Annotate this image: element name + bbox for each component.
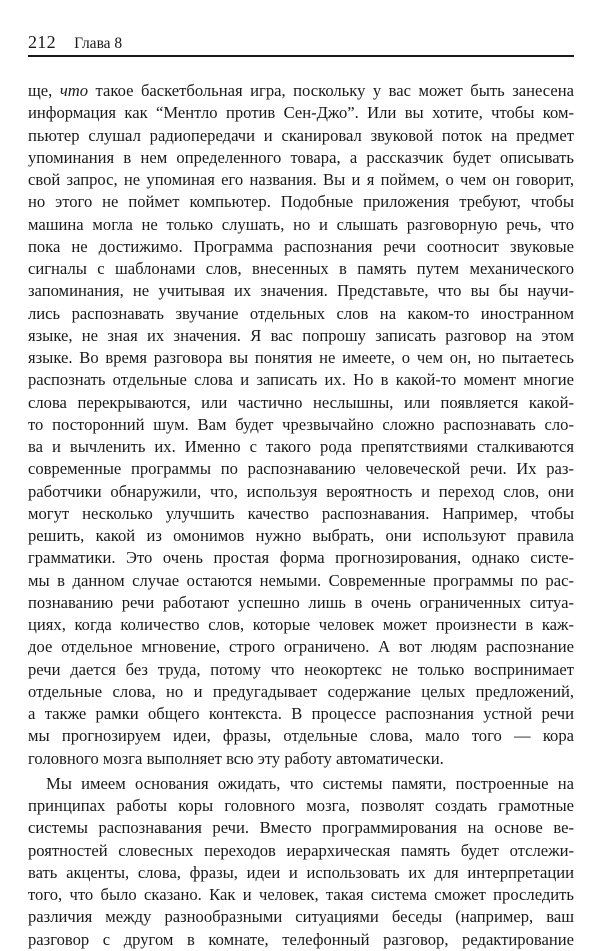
text-line: но этого не поймет компьютер. Подобные приложения требуют, чтобы bbox=[28, 192, 574, 212]
text-line: пьютер слушал радиопередачи и сканировал звуковой поток на предмет bbox=[28, 125, 574, 145]
text-line: запоминания, не учитывая их значения. Представьте, что вы бы научи- bbox=[28, 281, 574, 301]
text-line: решить, какой из омонимов нужно выбрать, они используют правила bbox=[28, 526, 574, 545]
text-line: того, что было сказано. Как и человек, такая система сможет проследить bbox=[28, 885, 574, 904]
text-line: лись распознавать звучание отдельных слов на каком-то иностранном bbox=[28, 303, 574, 323]
text-line: речи дается без труда, потому что неокортекс не только воспринимает bbox=[28, 659, 574, 679]
text-line: информация как “Ментло против Сен-Джо”. Или вы хотите, чтобы ком- bbox=[28, 103, 574, 123]
text-line: свой запрос, не упоминая его названия. Вы и я поймем, о чем он говорит, bbox=[28, 170, 574, 189]
text-line: Мы имеем основания ожидать, что системы памяти, построенные на bbox=[46, 773, 574, 793]
emphasis-word: что bbox=[59, 81, 89, 100]
text-line: головного мозга выполняет всю эту работу автоматически. bbox=[28, 748, 444, 768]
running-header bbox=[28, 31, 574, 57]
text-line: слова перекрываются, или частично неслышны, или появляется какой- bbox=[28, 392, 574, 412]
text-line: ва и вычленить их. Именно с такого рода препятствиями сталкиваются bbox=[28, 437, 574, 456]
text-line: роятностей словесных переходов иерархическая память будет отслежи- bbox=[28, 840, 574, 860]
text-line: циях, когда количество слов, которые человек может произнести в каж- bbox=[28, 615, 574, 634]
text-line: могут несколько улучшить качество распознавания. Например, чтобы bbox=[28, 503, 574, 523]
text-line: мы в данном случае остаются немыми. Современные программы по рас- bbox=[28, 570, 574, 590]
page-number: 212 bbox=[28, 32, 56, 52]
text-line: ще, что такое баскетбольная игра, поскольку у вас может быть занесена bbox=[28, 81, 574, 100]
text-line: дое отдельное мгновение, строго ограничено. А вот людям распознание bbox=[28, 637, 574, 657]
text-line: а также рамки общего контекста. В процессе распознания устной речи bbox=[28, 704, 574, 723]
text-line: то посторонний шум. Вам будет чрезвычайно сложно распознавать сло- bbox=[28, 414, 574, 434]
text-line: системы распознавания речи. Вместо программирования на основе ве- bbox=[28, 818, 574, 838]
text-line: языке. Во время разговора вы понятия не имеете, о чем он, но пытаетесь bbox=[28, 348, 574, 367]
text-line: мы прогнозируем идеи, фразы, отдельные слова, мало того — кора bbox=[28, 726, 574, 746]
paragraph-1 bbox=[28, 80, 574, 770]
chapter-title: Глава 8 bbox=[74, 35, 123, 52]
text-line: разговор с другом в комнате, телефонный разговор, редактирование bbox=[28, 929, 574, 949]
text-line: работчики обнаружили, что, используя вероятность и переход слов, они bbox=[28, 481, 574, 501]
body-text bbox=[28, 80, 574, 951]
text-line: грамматики. Это очень простая форма прогнозирования, однако систе- bbox=[28, 548, 574, 568]
text-line: принципах работы коры головного мозга, позволят создать грамотные bbox=[28, 796, 574, 815]
text-line: распознать отдельные слова и записать их. Но в какой-то момент многие bbox=[28, 370, 574, 390]
text-line: современные программы по распознаванию человеческой речи. Их раз- bbox=[28, 459, 574, 479]
text-line: сигналы с шаблонами слов, внесенных в память путем механического bbox=[28, 259, 574, 278]
paragraph-2 bbox=[28, 773, 574, 951]
text-line: вать акценты, слова, фразы, идеи и использовать их для интерпретации bbox=[28, 862, 574, 882]
text-line: познаванию речи работают успешно лишь в очень ограниченных ситуа- bbox=[28, 592, 574, 612]
text-line: различия между разнообразными ситуациями беседы (например, ваш bbox=[28, 907, 574, 927]
text-line: упоминания в нем определенного товара, а рассказчик будет описывать bbox=[28, 147, 574, 167]
text-line: отдельные слова, но и предугадывает содержание целых предложений, bbox=[28, 681, 574, 701]
text-line: языке, не зная их значения. Я вас попрошу записать разговор на этом bbox=[28, 325, 574, 345]
text-line: пока не достижимо. Программа распознания речи соотносит звуковые bbox=[28, 236, 574, 256]
text-line: машина могла не только слушать, но и слышать разговорную речь, что bbox=[28, 214, 574, 234]
